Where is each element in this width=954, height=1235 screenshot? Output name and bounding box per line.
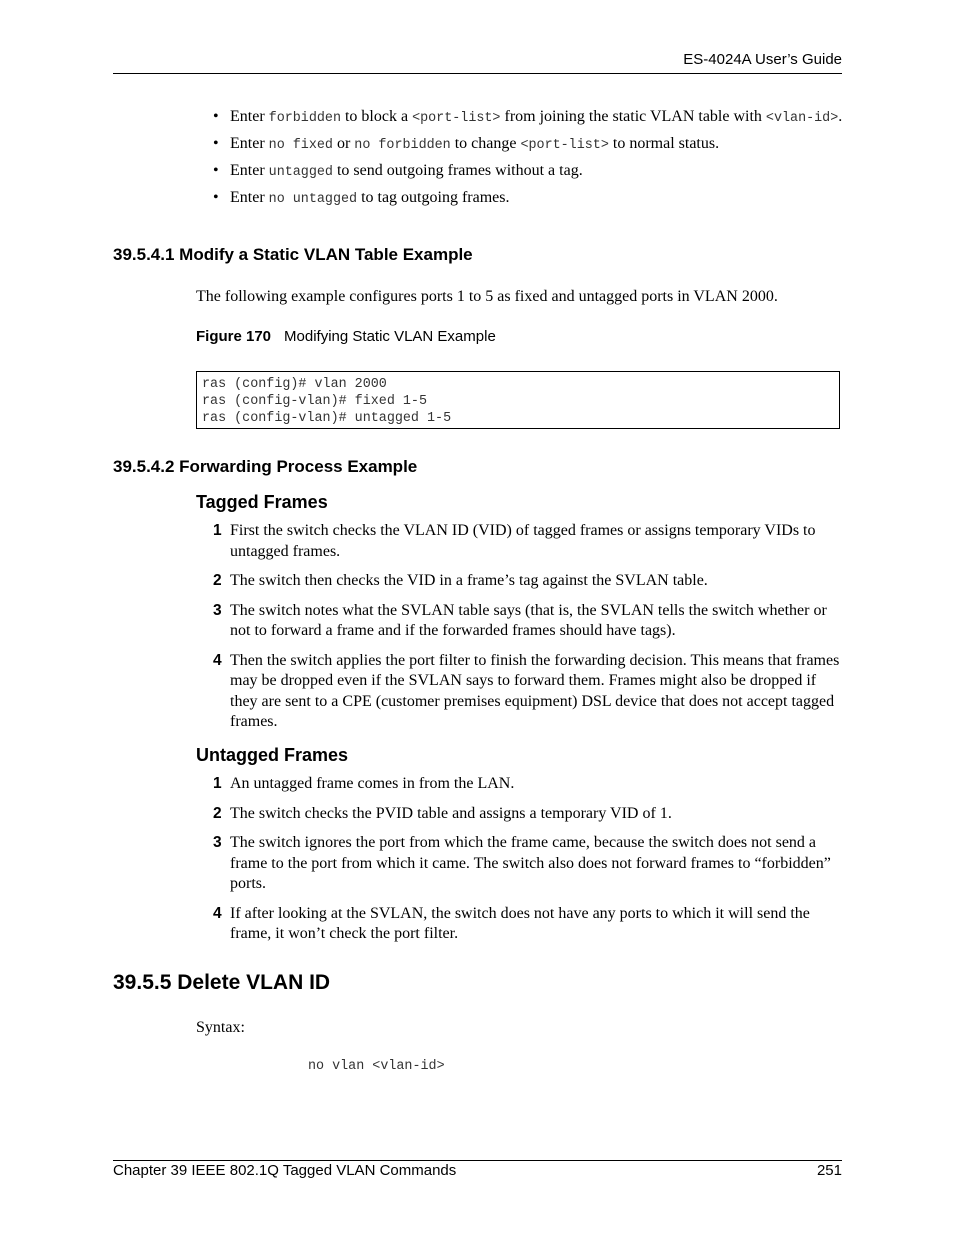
list-item: • Enter no fixed or no forbidden to change <port-list> to normal status. xyxy=(213,133,843,156)
code-line: ras (config-vlan)# fixed 1-5 xyxy=(202,394,427,409)
syntax-code: no vlan <vlan-id> xyxy=(308,1059,445,1074)
figure-label: Figure 170 xyxy=(196,328,272,345)
syntax-label: Syntax: xyxy=(196,1019,245,1036)
footer-page-number: 251 xyxy=(816,1162,842,1179)
figure-title: Modifying Static VLAN Example xyxy=(284,328,496,345)
example-intro-paragraph: The following example configures ports 1 to 5 as fixed and untagged ports in VLAN 2000. xyxy=(196,288,778,305)
inline-code: untagged xyxy=(268,165,333,180)
untagged-frames-step-list xyxy=(213,774,843,954)
list-item: 1 An untagged frame comes in from the LAN. xyxy=(213,775,515,792)
inline-code: no fixed xyxy=(268,138,333,153)
list-item: 3 The switch notes what the SVLAN table says (that is, the SVLAN tells the switch whether or not to forward a frame and if the forwarded frames should have tags). xyxy=(213,601,827,639)
inline-code: no forbidden xyxy=(354,138,451,153)
figure-caption xyxy=(196,328,496,345)
inline-code: no untagged xyxy=(268,192,358,207)
section-heading-forwarding-process: 39.5.4.2 Forwarding Process Example xyxy=(113,457,418,476)
code-example-box xyxy=(196,371,840,429)
list-item: • Enter untagged to send outgoing frames without a tag. xyxy=(213,160,843,183)
code-line: ras (config-vlan)# untagged 1-5 xyxy=(202,411,452,426)
list-item: 3 The switch ignores the port from which the frame came, because the switch does not send a frame to the port from which it came. The switch also does not forward frames to “forbidden” ports. xyxy=(213,834,831,892)
list-item: 2 The switch checks the PVID table and assigns a temporary VID of 1. xyxy=(213,804,672,822)
footer-rule xyxy=(113,1160,842,1161)
option-bullet-list xyxy=(213,106,843,214)
inline-code: <port-list> xyxy=(520,138,609,153)
inline-code: <port-list> xyxy=(412,111,501,126)
section-heading-modify-static-vlan: 39.5.4.1 Modify a Static VLAN Table Example xyxy=(113,245,473,264)
footer-chapter-title: Chapter 39 IEEE 802.1Q Tagged VLAN Commands xyxy=(113,1162,457,1179)
list-item: 4 Then the switch applies the port filter to finish the forwarding decision. This means that frames may be dropped even if the SVLAN says to forward them. Frames might also be dropped if they are sent to a CPE (customer premises equipment) DSL device that does not accept tagged frames. xyxy=(213,651,840,730)
list-item: • Enter no untagged to tag outgoing frames. xyxy=(213,187,843,210)
list-item: 2 The switch then checks the VID in a frame’s tag against the SVLAN table. xyxy=(213,572,708,589)
code-line: ras (config)# vlan 2000 xyxy=(202,377,387,392)
list-item: • Enter forbidden to block a <port-list> from joining the static VLAN table with <vlan-id>. xyxy=(213,106,843,129)
tagged-frames-step-list xyxy=(213,521,843,742)
header-rule xyxy=(113,73,842,74)
running-header: ES-4024A User’s Guide xyxy=(683,51,842,68)
subheading-untagged-frames: Untagged Frames xyxy=(196,745,349,765)
subheading-tagged-frames: Tagged Frames xyxy=(196,492,328,512)
list-item: 4 If after looking at the SVLAN, the switch does not have any ports to which it will send the frame, it won’t check the port filter. xyxy=(213,904,810,942)
section-heading-delete-vlan-id: 39.5.5 Delete VLAN ID xyxy=(113,971,331,994)
inline-code: forbidden xyxy=(268,111,341,126)
list-item: 1 First the switch checks the VLAN ID (VID) of tagged frames or assigns temporary VIDs to untagged frames. xyxy=(213,522,816,560)
inline-code: <vlan-id> xyxy=(765,111,839,126)
